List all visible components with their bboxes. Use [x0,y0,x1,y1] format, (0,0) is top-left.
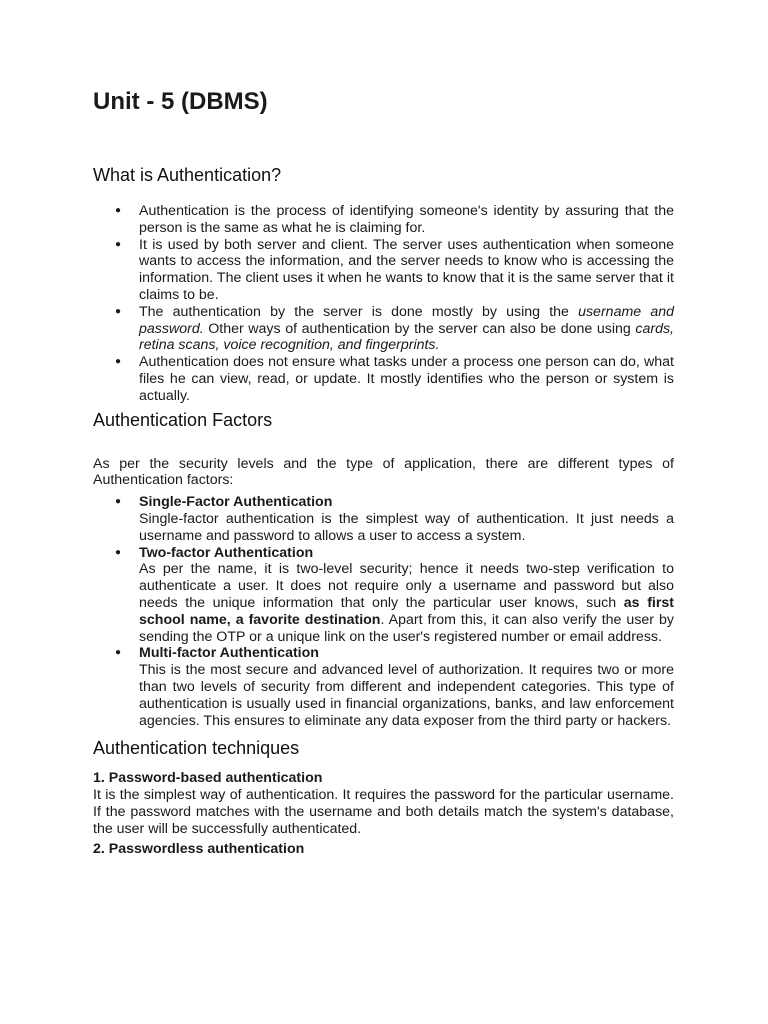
factor-bold-text: as first school name, a favorite destination [139,594,674,628]
list-item: ● Authentication does not ensure what tasks under a process one person can do, what files he can view, read, or update. It mostly identifies who the person or system is actually. [139,354,674,404]
list-item [139,645,674,729]
factor-description [139,561,674,645]
factor-description: This is the most secure and advanced level of authorization. It requires two or more than two levels of security from different and independent categories. This type of authentication is usually used in financial organizations, banks, and law enforcement agencies. This ensures to eliminate any data exposer from the third party or hackers. [139,662,674,729]
list-item-italic-text: cards, retina scans, voice recognition, and fingerprints. [139,320,674,354]
list-item [139,494,674,544]
factor-title: ● Multi-factor Authentication [139,645,319,662]
factor-title: ● Two-factor Authentication [139,544,314,561]
section-heading-authentication-factors: Authentication Factors [93,409,273,430]
subheading-passwordless: 2. Passwordless authentication [93,840,305,857]
list-item-italic-text: username and password. [139,303,674,337]
list-item: ● Authentication is the process of identifying someone's identity by assuring that the person is the same as what he is claiming for. [139,203,674,237]
list-item [139,304,674,354]
list-item-text: The authentication by the server is done mostly by using the [139,303,579,320]
authentication-bullet-list [93,203,674,405]
factors-list [93,494,674,729]
factors-intro-paragraph: As per the security levels and the type of application, there are different types of Authentication factors: [93,455,674,489]
list-item [139,545,674,646]
page-title: Unit - 5 (DBMS) [93,88,268,115]
factor-text: . Apart from this, it can also verify the user by sending the OTP or a unique link on the user's registered number or email address. [139,611,674,645]
factor-description: Single-factor authentication is the simplest way of authentication. It just needs a username and password to allows a user to access a system. [139,510,674,544]
section-heading-what-is-authentication: What is Authentication? [93,165,282,185]
list-item-text: Other ways of authentication by the server can also be done using [203,320,636,337]
factor-text: As per the name, it is two-level security; hence it needs two-step verification to authenticate a user. It does not require only a username and password but also needs the unique information that only the particular user knows, such [139,561,674,611]
section-heading-authentication-techniques: Authentication techniques [93,738,300,759]
list-item: ● It is used by both server and client. The server uses authentication when someone wants to access the information, and the server needs to know who is accessing the information. The client uses it when he wants to know that it is the same server that it claims to be. [139,237,674,304]
subheading-password-based: 1. Password-based authentication [93,770,323,787]
password-based-paragraph: It is the simplest way of authentication. It requires the password for the particular username. If the password matches with the username and both details match the system's database, the user will be successfully authenticated. [93,787,674,837]
document-content [93,86,674,857]
factor-title: ● Single-Factor Authentication [139,494,333,511]
